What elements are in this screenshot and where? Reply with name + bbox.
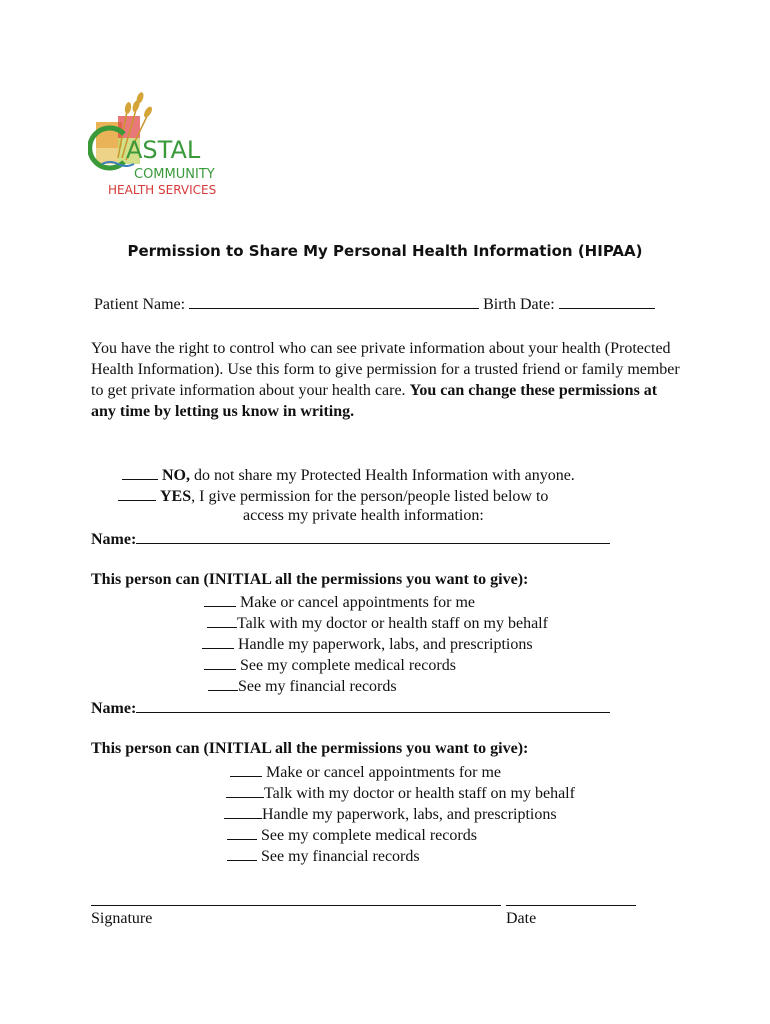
coastal-logo	[88, 88, 238, 203]
person2-initial-field[interactable]	[230, 762, 262, 777]
person2-initial-field[interactable]	[227, 825, 257, 840]
logo-line2: COMMUNITY	[134, 167, 215, 182]
no-initial-field[interactable]	[122, 465, 158, 480]
intro-paragraph	[91, 338, 681, 422]
date-field[interactable]	[506, 905, 636, 906]
person1-initial-field[interactable]	[208, 676, 238, 691]
person1-initial-field[interactable]	[204, 655, 236, 670]
person1-permission-label: See my financial records	[238, 678, 397, 695]
person1-permission-row	[202, 634, 533, 654]
person2-permission-label: See my complete medical records	[261, 827, 477, 844]
person2-initial-field[interactable]	[226, 783, 264, 798]
date-label: Date	[506, 910, 537, 927]
logo-line1: ASTAL	[126, 136, 201, 164]
person2-permission-row	[224, 804, 557, 824]
person1-permission-row	[204, 655, 456, 675]
person2-permissions-heading: This person can (INITIAL all the permissions you want to give):	[91, 740, 529, 757]
person1-name-field[interactable]	[136, 529, 610, 544]
patient-info-row	[94, 294, 655, 314]
no-option-label: NO,	[162, 467, 190, 484]
person1-permission-row	[204, 592, 475, 612]
person1-initial-field[interactable]	[207, 613, 237, 628]
person1-initial-field[interactable]	[204, 592, 236, 607]
person2-initial-field[interactable]	[227, 846, 257, 861]
person1-permission-label: See my complete medical records	[240, 657, 456, 674]
person1-name-row	[91, 529, 610, 549]
birth-date-label: Birth Date:	[483, 296, 555, 313]
yes-option-text: , I give permission for the person/people listed below to	[191, 488, 549, 505]
person2-initial-field[interactable]	[224, 804, 262, 819]
person1-permissions-heading: This person can (INITIAL all the permissions you want to give):	[91, 571, 529, 588]
signature-field[interactable]	[91, 905, 501, 906]
person2-permission-label: Make or cancel appointments for me	[266, 764, 502, 781]
yes-option-label: YES	[160, 488, 192, 505]
person1-permission-row	[208, 676, 397, 696]
person2-name-field[interactable]	[136, 698, 610, 713]
person2-permission-row	[230, 762, 501, 782]
person1-permission-label: Talk with my doctor or health staff on my behalf	[237, 615, 548, 632]
form-title: Permission to Share My Personal Health Information (HIPAA)	[127, 242, 643, 260]
person2-permission-label: Handle my paperwork, labs, and prescriptions	[262, 806, 557, 823]
person2-permission-label: Talk with my doctor or health staff on my behalf	[264, 785, 575, 802]
birth-date-field[interactable]	[559, 294, 655, 309]
person2-permission-row	[227, 825, 477, 845]
person1-permission-label: Make or cancel appointments for me	[240, 594, 476, 611]
person1-name-label: Name:	[91, 531, 137, 548]
signature-label: Signature	[91, 910, 153, 927]
yes-initial-field[interactable]	[118, 486, 156, 501]
patient-name-field[interactable]	[189, 294, 479, 309]
person2-name-row	[91, 698, 610, 718]
patient-name-label: Patient Name:	[94, 296, 186, 313]
yes-option	[118, 486, 548, 506]
yes-option-text2: access my private health information:	[243, 507, 484, 524]
no-option	[122, 465, 575, 485]
intro-bold-text: You can change these permissions at any time by letting us know in writing.	[91, 382, 658, 420]
no-option-text: do not share my Protected Health Information with anyone.	[194, 467, 575, 484]
person1-initial-field[interactable]	[202, 634, 234, 649]
person2-name-label: Name:	[91, 700, 137, 717]
person2-permission-row	[226, 783, 575, 803]
intro-text: You have the right to control who can see private information about your health (Protected Health Information). Use this form to give permission for a trusted friend or family member to get private information about your health care.	[91, 340, 680, 399]
person1-permission-label: Handle my paperwork, labs, and prescriptions	[238, 636, 533, 653]
logo-line3: HEALTH SERVICES	[108, 183, 217, 197]
person1-permission-row	[207, 613, 548, 633]
person2-permission-row	[227, 846, 420, 866]
person2-permission-label: See my financial records	[261, 848, 420, 865]
